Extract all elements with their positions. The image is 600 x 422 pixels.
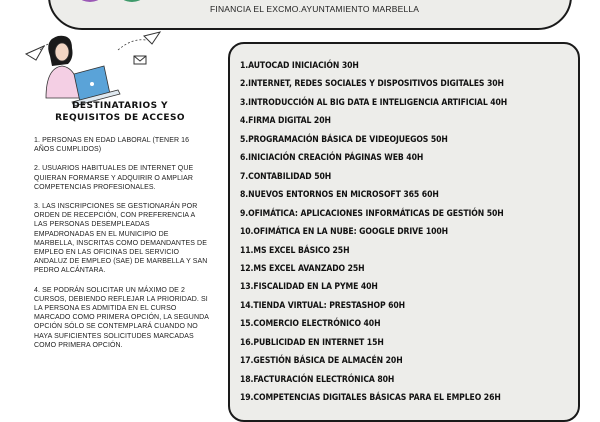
course-item: 9.OFIMÁTICA: APLICACIONES INFORMÁTICAS DE GESTIÓN 50H [240,208,504,219]
requirement-item: 2. USUARIOS HABITUALES DE INTERNET QUE QUIERAN FORMARSE Y ADQUIRIR O AMPLIAR COMPETENCIAS PROFESIONALES. [34,165,194,191]
course-list [230,44,578,408]
requirement-item: 4. SE PODRÁN SOLICITAR UN MÁXIMO DE 2 CURSOS, DEBIENDO REFLEJAR LA PRIORIDAD. SI LA PERSONA ES ADMITIDA EN EL CURSO MARCADO COMO PRIMERA OPCIÓN, LA SEGUNDA OPCIÓN SÓLO SE CONTEMPLARÁ CUANDO NO HAYA SUFICIENTES SOLICITUDES MARCADAS COMO PRIMERA OPCIÓN. [34,286,209,349]
course-item: 5.PROGRAMACIÓN BÁSICA DE VIDEOJUEGOS 50H [240,134,448,145]
requirements-section [30,100,210,360]
paper-plane-icon [118,32,160,50]
woman-laptop-illustration [22,28,172,108]
purple-badge [72,0,108,2]
course-item: 18.FACTURACIÓN ELECTRÓNICA 80H [240,374,395,385]
course-item: 14.TIENDA VIRTUAL: PRESTASHOP 60H [240,300,406,311]
course-item: 17.GESTIÓN BÁSICA DE ALMACÉN 20H [240,356,403,367]
title-line: REQUISITOS DE ACCESO [55,113,185,123]
course-item: 2.INTERNET, REDES SOCIALES Y DISPOSITIVOS DIGITALES 30H [240,79,504,90]
course-item: 8.NUEVOS ENTORNOS EN MICROSOFT 365 60H [240,190,439,201]
requirement-item: 3. LAS INSCRIPCIONES SE GESTIONARÁN POR ORDEN DE RECEPCIÓN, CON PREFERENCIA A LAS PERSONAS DESEMPLEADAS EMPADRONADAS EN EL MUNICIPIO DE MARBELLA, INSCRITAS COMO DEMANDANTES DE EMPLEO EN LAS OFICINAS DEL SERVICIO ANDALUZ DE EMPLEO (SAE) DE MARBELLA Y SAN PEDRO ALCÁNTARA. [34,203,208,275]
top-banner [48,0,572,30]
course-item: 16.PUBLICIDAD EN INTERNET 15H [240,337,384,348]
course-item: 3.INTRODUCCIÓN AL BIG DATA E INTELIGENCIA ARTIFICIAL 40H [240,97,508,108]
course-item: 10.OFIMÁTICA EN LA NUBE: GOOGLE DRIVE 100H [240,227,449,238]
green-badge [114,0,150,2]
envelope-icon [134,56,146,64]
course-item: 7.CONTABILIDAD 50H [240,171,332,182]
course-item: 15.COMERCIO ELECTRÓNICO 40H [240,319,381,330]
course-item: 4.FIRMA DIGITAL 20H [240,116,331,127]
requirement-item: 1. PERSONAS EN EDAD LABORAL (TENER 16 AÑOS CUMPLIDOS) [34,137,190,154]
course-item: 13.FISCALIDAD EN LA PYME 40H [240,282,378,293]
course-list-panel [228,42,580,422]
course-item: 6.INICIACIÓN CREACIÓN PÁGINAS WEB 40H [240,153,424,164]
course-item: 1.AUTOCAD INICIACIÓN 30H [240,61,359,71]
course-item: 19.COMPETENCIAS DIGITALES BÁSICAS PARA EL EMPLEO 26H [240,393,501,404]
course-item: 12.MS EXCEL AVANZADO 25H [240,263,365,274]
requirements-title [30,100,210,124]
funder-text: FINANCIA EL EXCMO.AYUNTAMIENTO MARBELLA [210,4,420,14]
title-line: DESTINATARIOS Y [72,101,168,111]
course-item: 11.MS EXCEL BÁSICO 25H [240,245,350,256]
